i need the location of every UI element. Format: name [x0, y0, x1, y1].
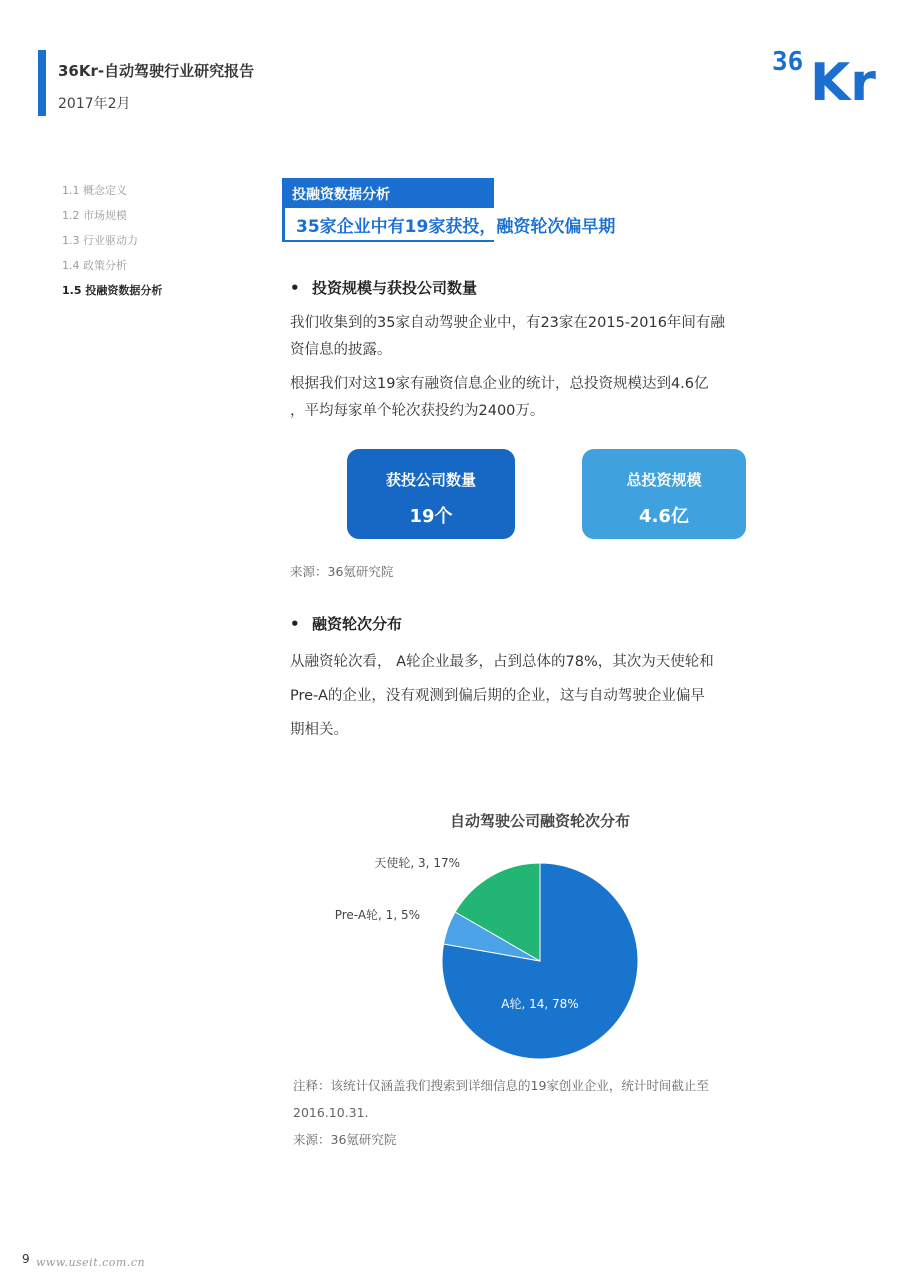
paragraph-collected: [290, 310, 850, 364]
nav-item-drivers[interactable]: 1.3 行业驱动力: [62, 234, 138, 247]
bullet-dot: •: [290, 279, 300, 297]
paragraph-line: Pre-A的企业，没有观测到偏后期的企业，这与自动驾驶企业偏早: [290, 688, 705, 704]
chart-title: 自动驾驶公司融资轮次分布: [449, 812, 630, 830]
stat-card-total-investment: [582, 449, 746, 539]
footnote-line: 注释：该统计仅涵盖我们搜索到详细信息的19家创业企业，统计时间截止至: [293, 1078, 709, 1093]
nav-item-market-size[interactable]: 1.2 市场规模: [62, 209, 127, 222]
paragraph-line: ，平均每家单个轮次获投约为2400万。: [290, 403, 545, 419]
header-accent-bar: [38, 50, 46, 116]
36kr-logo: [768, 44, 878, 106]
stat-label: 总投资规模: [626, 471, 702, 489]
pie-slice-label-0: A轮, 14, 78%: [501, 997, 579, 1011]
paragraph-line: 根据我们对这19家有融资信息企业的统计，总投资规模达到4.6亿: [290, 376, 709, 392]
stat-value: 19个: [409, 506, 453, 527]
paragraph-line: 我们收集到的35家自动驾驶企业中，有23家在2015-2016年间有融: [290, 315, 725, 331]
page-number: 9: [22, 1252, 30, 1266]
subsection-title-text: 投资规模与获投公司数量: [312, 279, 478, 297]
section-tag-label: 投融资数据分析: [292, 187, 390, 203]
section-divider-vertical: [282, 178, 285, 242]
bullet-dot: •: [290, 615, 300, 633]
nav-item-investment[interactable]: 1.5 投融资数据分析: [62, 284, 163, 297]
section-divider-horizontal: [282, 240, 494, 242]
nav-item-concept[interactable]: 1.1 概念定义: [62, 184, 127, 197]
pie-slice-label-2: 天使轮, 3, 17%: [374, 856, 460, 870]
section-headline: 35家企业中有19家获投，融资轮次偏早期: [296, 217, 616, 237]
stat-value: 4.6亿: [639, 506, 689, 527]
paragraph-rounds: [290, 645, 850, 747]
side-nav: [62, 178, 262, 303]
svg-text:Kr: Kr: [810, 53, 876, 106]
subsection-title-text: 融资轮次分布: [312, 615, 403, 633]
chart-source-note: 来源：36氪研究院: [293, 1132, 397, 1147]
paragraph-line: 期相关。: [290, 722, 348, 738]
stat-card-funded-companies: [347, 449, 515, 539]
report-date: 2017年2月: [58, 96, 131, 112]
subsection-title-rounds: [290, 613, 402, 634]
chart-footnote: [293, 1072, 813, 1126]
subsection-title-investment: [290, 277, 477, 298]
nav-item-policy[interactable]: 1.4 政策分析: [62, 259, 127, 272]
footnote-line: 2016.10.31.: [293, 1105, 369, 1120]
pie-slice-label-1: Pre-A轮, 1, 5%: [334, 908, 420, 922]
paragraph-line: 从融资轮次看， A轮企业最多，占到总体的78%，其次为天使轮和: [290, 654, 714, 670]
section-tag: [282, 178, 494, 208]
paragraph-line: 资信息的披露。: [290, 342, 392, 358]
report-title: 36Kr-自动驾驶行业研究报告: [58, 62, 255, 80]
watermark: www.useit.com.cn: [36, 1256, 146, 1269]
source-note: 来源：36氪研究院: [290, 564, 394, 579]
pie-chart: [280, 840, 800, 1070]
paragraph-statistics: [290, 371, 850, 425]
svg-text:36: 36: [772, 47, 804, 77]
stat-label: 获投公司数量: [385, 471, 476, 489]
